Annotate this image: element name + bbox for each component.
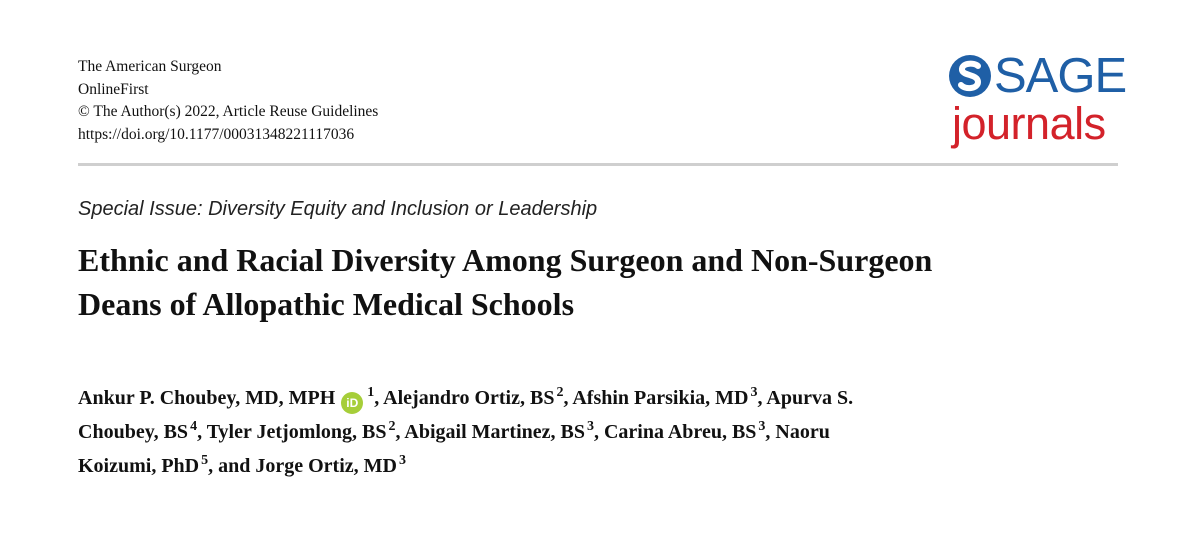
sage-journals-logo[interactable] <box>948 50 1128 160</box>
affiliation-marker[interactable]: 3 <box>750 385 758 400</box>
author-name[interactable]: , Naoru <box>765 421 830 443</box>
author-name[interactable]: , Carina Abreu, BS <box>593 421 757 443</box>
orcid-icon[interactable]: iD <box>341 392 363 414</box>
copyright-line[interactable]: © The Author(s) 2022, Article Reuse Guidelines <box>78 103 379 120</box>
author-name[interactable]: , Alejandro Ortiz, BS <box>374 387 555 409</box>
publication-status: OnlineFirst <box>78 80 149 98</box>
author-name[interactable]: , and Jorge Ortiz, MD <box>208 455 397 477</box>
affiliation-marker[interactable]: 3 <box>758 419 766 434</box>
affiliation-marker[interactable]: 2 <box>556 385 564 400</box>
author-name[interactable]: , Tyler Jetjomlong, BS <box>197 421 387 443</box>
affiliation-marker[interactable]: 3 <box>586 419 594 434</box>
logo-subtitle: journals <box>952 98 1106 149</box>
header-divider <box>78 163 1118 166</box>
affiliation-marker[interactable]: 3 <box>398 453 406 468</box>
journal-name: The American Surgeon <box>78 58 222 75</box>
affiliation-marker[interactable]: 5 <box>201 453 209 468</box>
affiliation-marker[interactable]: 1 <box>367 385 375 400</box>
author-name[interactable]: , Apurva S. <box>757 387 854 409</box>
sage-emblem-icon <box>948 54 992 98</box>
title-line-1: Ethnic and Racial Diversity Among Surgeon and Non-Surgeon <box>78 242 933 278</box>
doi-link[interactable]: https://doi.org/10.1177/00031348221117036 <box>78 125 355 143</box>
logo-word: SAGE <box>994 49 1127 103</box>
affiliation-marker[interactable]: 4 <box>190 419 198 434</box>
author-name[interactable]: , Abigail Martinez, BS <box>395 421 585 443</box>
author-name[interactable]: Ankur P. Choubey, MD, MPH <box>78 387 336 409</box>
affiliation-marker[interactable]: 2 <box>388 419 396 434</box>
journal-meta <box>78 56 378 146</box>
title-line-2: Deans of Allopathic Medical Schools <box>78 286 575 322</box>
author-line-1 <box>78 381 1158 415</box>
author-line-3 <box>78 449 1158 483</box>
author-list <box>78 381 1158 483</box>
special-issue-label: Special Issue: Diversity Equity and Inclusion or Leadership <box>78 198 598 220</box>
author-name[interactable]: Koizumi, PhD <box>78 455 200 477</box>
author-name[interactable]: , Afshin Parsikia, MD <box>563 387 749 409</box>
article-title <box>78 238 1138 326</box>
author-name[interactable]: Choubey, BS <box>78 421 189 443</box>
author-line-2 <box>78 415 1158 449</box>
